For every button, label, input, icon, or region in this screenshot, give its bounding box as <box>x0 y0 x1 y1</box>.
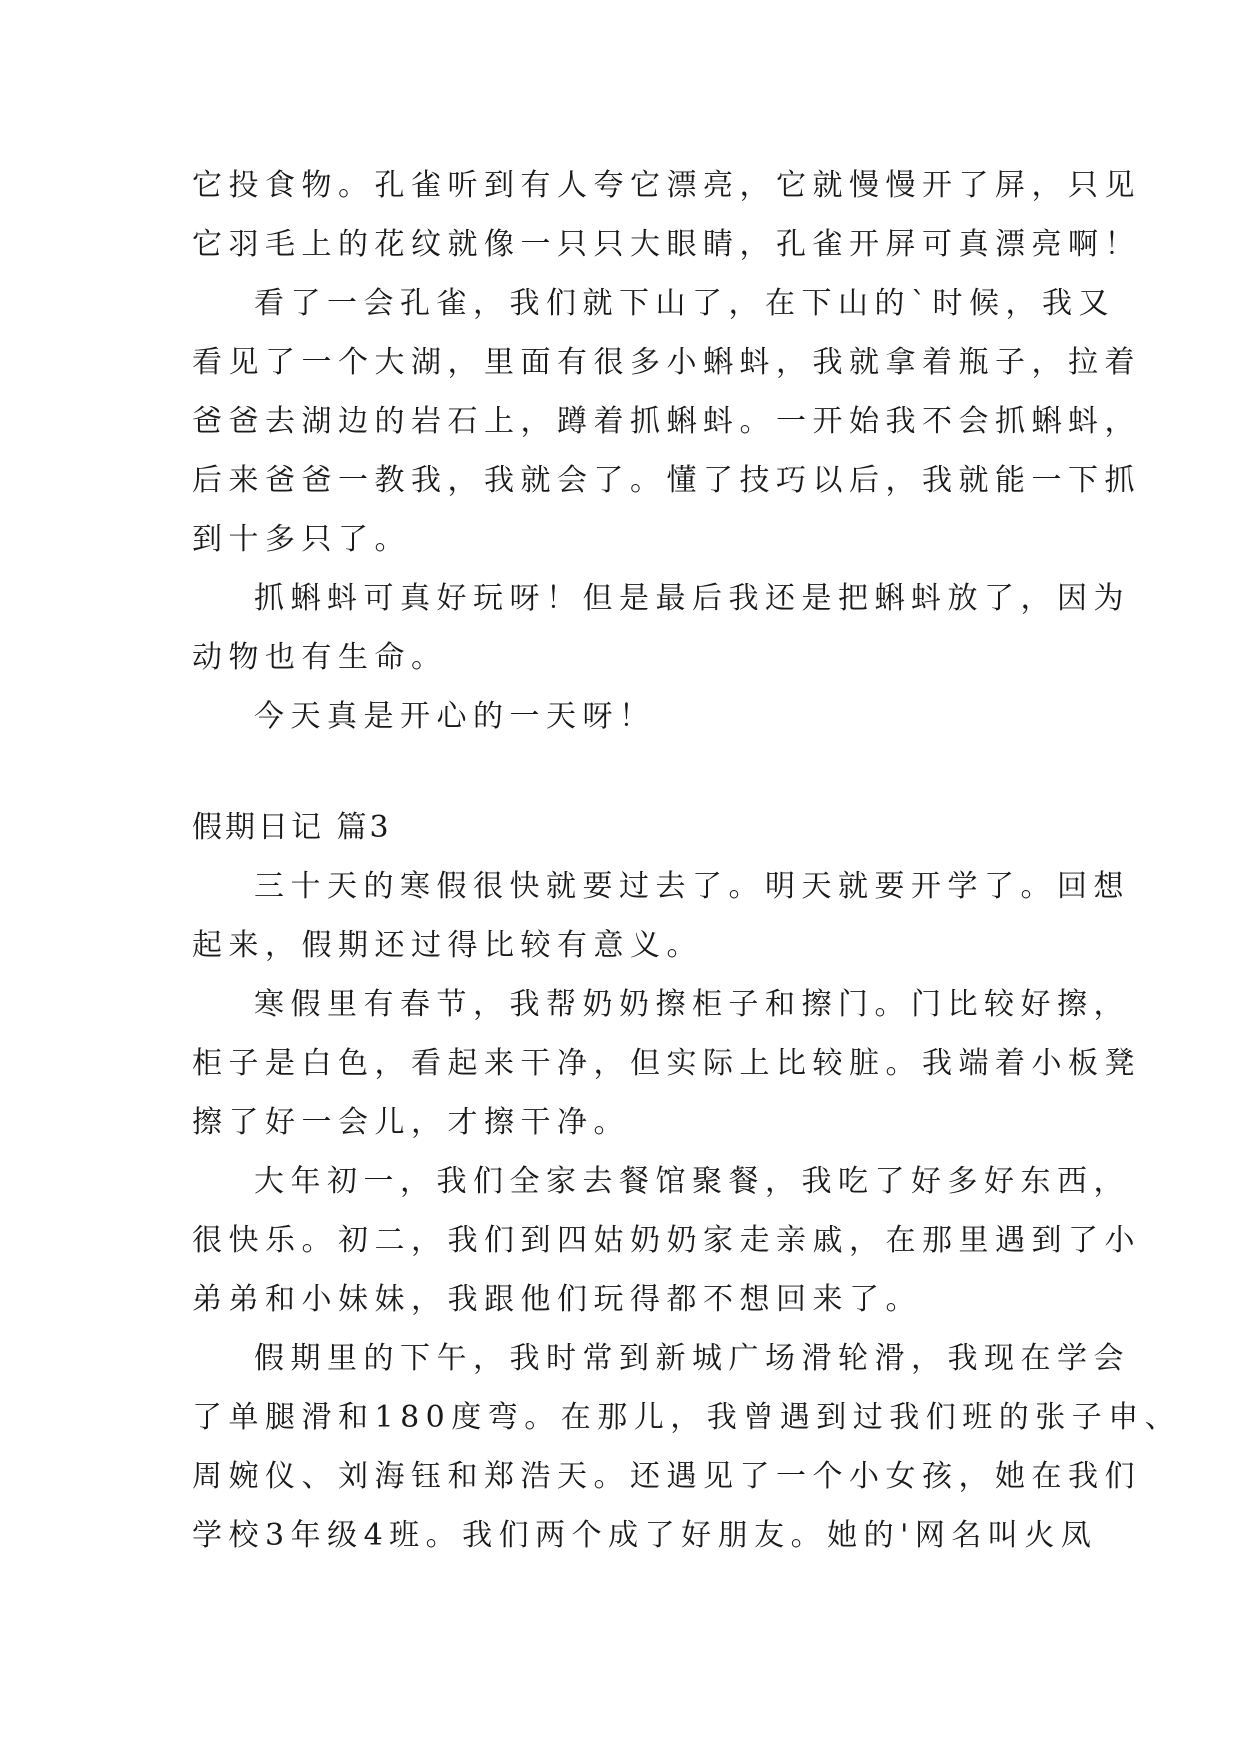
text-line: 擦了好一会儿，才擦干净。 <box>192 1105 630 1140</box>
paragraph-line: 看了一会孔雀，我们就下山了，在下山的`时候，我又 <box>254 286 1115 321</box>
text-line: 它羽毛上的花纹就像一只只大眼睛，孔雀开屏可真漂亮啊！ <box>192 227 1141 262</box>
text-line: 动物也有生命。 <box>192 640 448 675</box>
paragraph-line: 三十天的寒假很快就要过去了。明天就要开学了。回想 <box>254 869 1130 904</box>
text-line: 到十多只了。 <box>192 522 411 557</box>
text-line: 爸爸去湖边的岩石上，蹲着抓蝌蚪。一开始我不会抓蝌蚪， <box>192 404 1141 439</box>
text-line: 周婉仪、刘海钰和郑浩天。还遇见了一个小女孩，她在我们 <box>192 1459 1141 1494</box>
text-line: 起来，假期还过得比较有意义。 <box>192 928 703 963</box>
text-line: 学校3年级4班。我们两个成了好朋友。她的'网名叫火凤 <box>192 1518 1098 1553</box>
text-line: 看见了一个大湖，里面有很多小蝌蚪，我就拿着瓶子，拉着 <box>192 345 1141 380</box>
section-heading: 假期日记 篇3 <box>192 810 392 845</box>
text-line: 了单腿滑和180度弯。在那儿，我曾遇到过我们班的张子申、 <box>192 1400 1182 1435</box>
paragraph-line: 寒假里有春节，我帮奶奶擦柜子和擦门。门比较好擦， <box>254 987 1130 1022</box>
paragraph-line: 今天真是开心的一天呀！ <box>254 699 656 734</box>
text-line: 很快乐。初二，我们到四姑奶奶家走亲戚，在那里遇到了小 <box>192 1223 1141 1258</box>
paragraph-line: 抓蝌蚪可真好玩呀！但是最后我还是把蝌蚪放了，因为 <box>254 581 1130 616</box>
paragraph-line: 大年初一，我们全家去餐馆聚餐，我吃了好多好东西， <box>254 1164 1130 1199</box>
text-line: 后来爸爸一教我，我就会了。懂了技巧以后，我就能一下抓 <box>192 463 1141 498</box>
text-line: 它投食物。孔雀听到有人夸它漂亮，它就慢慢开了屏，只见 <box>192 168 1141 203</box>
paragraph-line: 假期里的下午，我时常到新城广场滑轮滑，我现在学会 <box>254 1341 1130 1376</box>
text-line: 弟弟和小妹妹，我跟他们玩得都不想回来了。 <box>192 1282 922 1317</box>
text-line: 柜子是白色，看起来干净，但实际上比较脏。我端着小板凳 <box>192 1046 1141 1081</box>
